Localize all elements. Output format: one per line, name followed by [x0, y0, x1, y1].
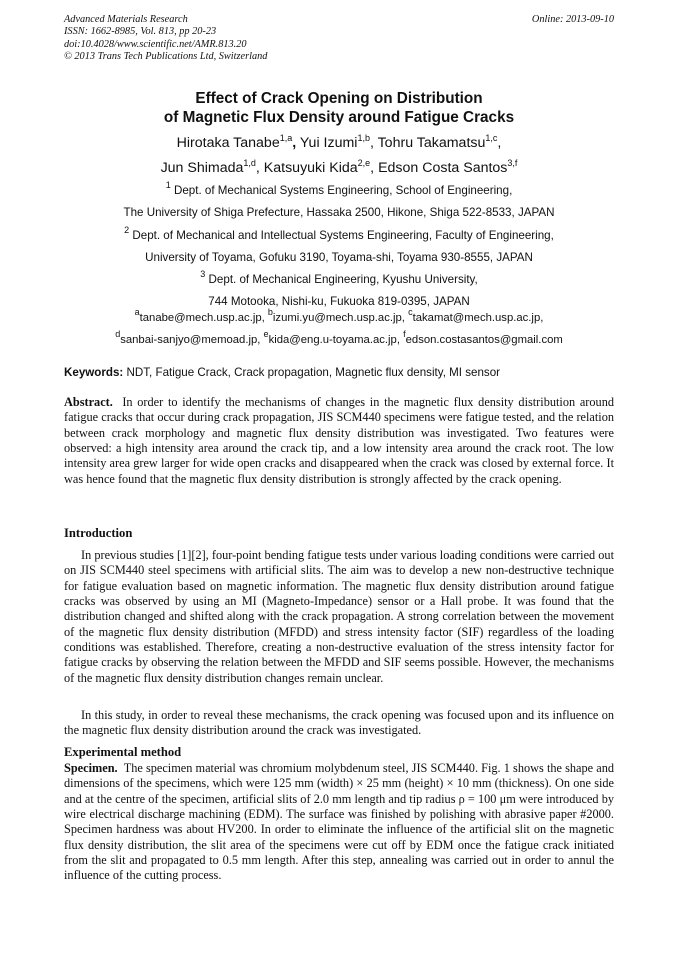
- email-key: d: [115, 328, 121, 339]
- email-address: takamat@mech.usp.ac.jp,: [412, 312, 544, 324]
- journal-header: [64, 14, 267, 63]
- online-date: Online: 2013-09-10: [531, 14, 614, 25]
- copyright-line: © 2013 Trans Tech Publications Ltd, Switzerland: [64, 50, 268, 62]
- author-superscript: 1,a: [279, 133, 293, 143]
- email-address: edson.costasantos@gmail.com: [405, 333, 563, 346]
- affiliation-line: The University of Shiga Prefecture, Hassaka 2500, Hikone, Shiga 522-8533, JAPAN: [123, 206, 555, 220]
- experimental-heading: Experimental method: [64, 745, 182, 759]
- email-key: f: [403, 328, 406, 339]
- affiliation-line: Dept. of Mechanical and Intellectual Systems Engineering, Faculty of Engineering,: [132, 228, 554, 242]
- email-address: sanbai-sanjyo@memoad.jp,: [120, 333, 261, 346]
- affiliation-line: University of Toyama, Gofuku 3190, Toyama-shi, Toyama 930-8555, JAPAN: [145, 250, 533, 264]
- affiliation-number: 2: [124, 224, 130, 235]
- affiliation-number: 3: [200, 269, 206, 280]
- affiliation-line: Dept. of Mechanical Systems Engineering, School of Engineering,: [173, 184, 513, 197]
- affiliation-number: 1: [165, 180, 171, 190]
- author-name: Katsuyuki Kida: [263, 159, 358, 176]
- keywords: [64, 365, 624, 380]
- abstract-label: Abstract.: [64, 395, 113, 409]
- issn-line: ISSN: 1662-8985, Vol. 813, pp 20-23: [64, 26, 217, 38]
- author-list: Hirotaka Tanabe$^{1,a}$, Yui Izumi$^{1,b}$, Tohru Takamatsu$^{1,c}$, Jun Shimada$^{1,d}$, Katsuyuki Kida$^{2,e}$, Edson Costa Santos$^{3,f}$: [160, 133, 518, 176]
- author-superscript: 3,f: [507, 157, 518, 168]
- introduction-heading: Introduction: [64, 526, 133, 540]
- email-key: c: [408, 307, 413, 317]
- keywords-label: Keywords:: [64, 366, 124, 379]
- email-address: kida@eng.u-toyama.ac.jp,: [268, 333, 400, 346]
- email-key: e: [263, 328, 269, 339]
- specimen-label: Specimen.: [64, 761, 118, 775]
- specimen-text: The specimen material was chromium molybdenum steel, JIS SCM440. Fig. 1 shows the shape and dimensions of the specimens, which were 125 mm (width) × 25 mm (height) × 10 mm (thickness). On one side and at the centre of the specimen, artificial slits of 2.0 mm length and tip radius ρ = 100 μm were introduced by wire electrical discharge machining (EDM). The surface was finished by polishing with abrasive paper #2000. Specimen hardness was about HV200. In order to eliminate the influence of the artificial slit on the magnetic flux density distribution, the slit area of the specimens were cut off by EDM once the fatigue crack initiated from the slit and propagated to 0.5 mm length. After this step, annealing was carried out in order to annul the influence of the cutting process.: [64, 761, 614, 883]
- affiliations: [40, 180, 638, 314]
- author-name: Hirotaka Tanabe: [176, 135, 280, 151]
- author-superscript: 1,c: [485, 133, 498, 143]
- email-key: b: [267, 307, 273, 317]
- email-address: izumi.yu@mech.usp.ac.jp,: [272, 312, 405, 324]
- title-line-1: Effect of Crack Opening on Distribution: [195, 90, 483, 107]
- author-name: Jun Shimada: [160, 159, 244, 176]
- title-line-2: of Magnetic Flux Density around Fatigue Cracks: [163, 109, 515, 126]
- author-superscript: 1,d: [243, 157, 256, 168]
- journal-name: Advanced Materials Research: [64, 14, 188, 25]
- paper-title: [40, 89, 638, 127]
- keywords-text: NDT, Fatigue Crack, Crack propagation, Magnetic flux density, MI sensor: [126, 366, 501, 379]
- doi-line: doi:10.4028/www.scientific.net/AMR.813.20: [64, 38, 247, 50]
- affiliation-line: Dept. of Mechanical Engineering, Kyushu University,: [208, 273, 478, 287]
- author-name: Edson Costa Santos: [378, 159, 508, 176]
- introduction-paragraph-1: In previous studies [1][2], four-point bending fatigue tests under various loading conditions were carried out on JIS SCM440 steel specimens with artificial slits. The aim was to develop a new non-destructive technique for fatigue evaluation based on magnetic information. The magnetic flux density distribution around fatigue cracks was observed by using an MI (Magneto-Impedance) sensor or a Hall probe. It was found that the distribution changed and shifted along with the crack propagation. A strong correlation between the movement of the magnetic flux density distribution (MFDD) and stress intensity factor (SIF) regardless of the loading conditions was established. Therefore, creating a non-destructive evaluation of the stress intensity factor for fatigue cracks by observing the relation between the MFDD and SIF seems possible. However, the mechanisms of the magnetic flux density distribution changes remain unclear.: [64, 548, 614, 685]
- abstract-text: In order to identify the mechanisms of changes in the magnetic flux density distribution around fatigue cracks that occur during crack propagation, JIS SCM440 specimens were fatigue tested, and the relation between crack morphology and magnetic flux density distribution was investigated. Two features were observed: a high intensity area around the crack tip, and a low intensity area around the crack root. The low intensity area grew larger for wide open cracks and disappeared when the crack was closed by external force. It was hence found that the magnetic flux density distribution is strongly affected by the crack opening.: [64, 395, 614, 486]
- introduction-paragraph-2: In this study, in order to reveal these mechanisms, the crack opening was focused upon and its influence on the magnetic flux density distribution around the crack was investigated.: [64, 708, 614, 738]
- specimen-paragraph: [64, 761, 614, 884]
- email-key: a: [134, 307, 140, 317]
- email-list: [40, 308, 638, 351]
- affiliation-line: 744 Motooka, Nishi-ku, Fukuoka 819-0395, JAPAN: [208, 295, 470, 309]
- author-superscript: 2,e: [357, 157, 371, 168]
- author-name: Yui Izumi: [299, 135, 358, 151]
- email-address: tanabe@mech.usp.ac.jp,: [139, 312, 265, 324]
- author-name: Tohru Takamatsu: [377, 135, 486, 151]
- author-superscript: 1,b: [357, 133, 370, 143]
- abstract: [64, 395, 614, 487]
